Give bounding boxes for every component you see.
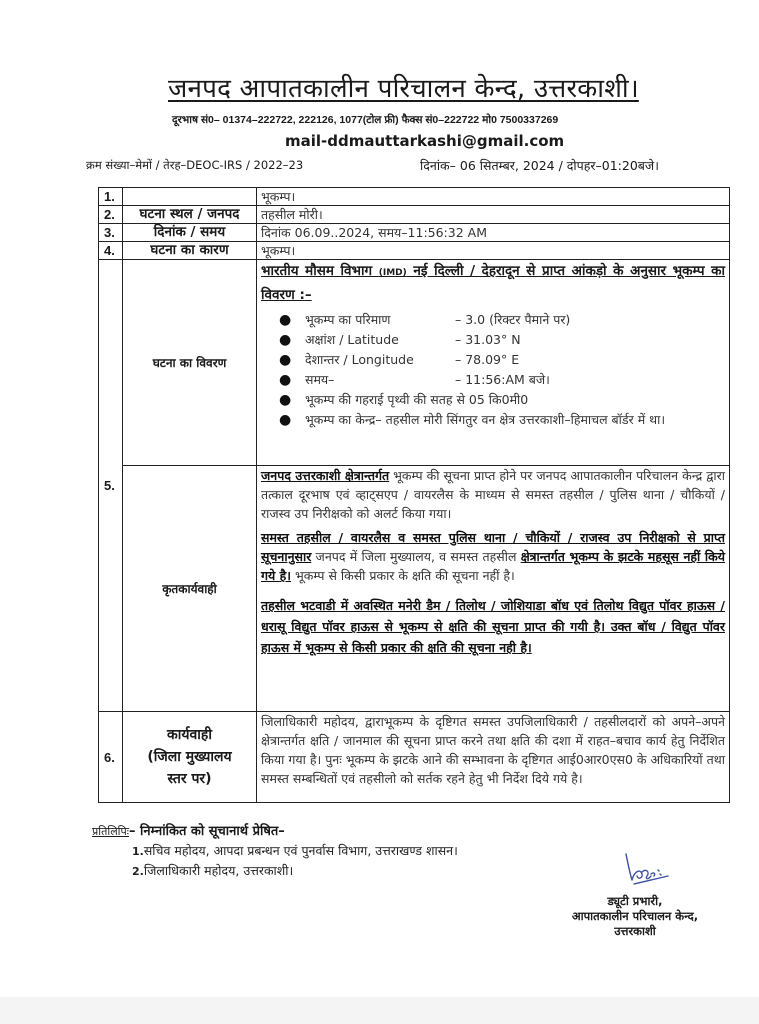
bullet-icon: ●	[279, 332, 292, 348]
row-label: कार्यवाही (जिला मुख्यालय स्तर पर)	[123, 712, 257, 803]
row-label	[123, 188, 257, 206]
district-action-text: जिलाधिकारी महोदय, द्वाराभूकम्प के दृष्टिगत समस्त उपजिलाधिकारी / तहसीलदारों को अपने–अपने क्षेत्रान्तर्गत क्षति / जानमाल की सूचना प्राप्त करने तथा क्षति की दशा में राहत–बचाव कार्य हेतु निर्देशित किया गया है। पुनः भूकम्प के झटके आने की सम्भावना के दृष्टिगत आई0आर0एस0 के अधिकारियों तथा समस्त सम्बन्धितों एवं तहसीलो को सर्तक रहने हेतु भी निर्देश दिये गये है।	[261, 714, 725, 786]
bullet-icon: ●	[279, 372, 292, 388]
row-value: दिनांक 06.09..2024, समय–11:56:32 AM	[257, 224, 730, 242]
row-number: 2.	[99, 206, 123, 224]
bullet-icon: ●	[279, 412, 292, 428]
action-taken-cell	[257, 466, 730, 712]
table-row-district-action	[99, 712, 730, 803]
email-address: mail-ddmauttarkashi@gmail.com	[285, 132, 565, 150]
row-label: कृतकार्यवाही	[123, 466, 257, 712]
list-item: ● भूकम्प का केन्द्र– तहसील मोरी सिंगतुर वन क्षेत्र उत्तरकाशी–हिमाचल बॉर्डर में था।	[279, 412, 666, 428]
list-item: ● अक्षांश / Latitude – 31.03° N	[279, 332, 521, 348]
row-number: 4.	[99, 242, 123, 260]
table-row-incident-details	[99, 260, 730, 466]
copy-to-item: 2.जिलाधिकारी महोदय, उत्तरकाशी।	[132, 863, 294, 878]
action-paragraph-2: समस्त तहसील / वायरलैस व समस्त पुलिस थाना / चौकियों / राजस्व उप निरीक्षको से प्राप्त सूचनानुसार जनपद में जिला मुख्यालय, व समस्त तहसील क्षेत्रान्तर्गत भूकम्प के झटके महसूस नहीं किये गये है। भूकम्प से किसी प्रकार के क्षति की सूचना नहीं है।	[261, 530, 726, 583]
action-paragraph-3: तहसील भटवाडी में अवस्थित मनेरी डैम / तिलोथ / जोशियाडा बॉध एवं तिलोथ विद्युत पॉवर हाऊस / धरासू विद्युत पॉवर हाऊस से भूकम्प से क्षति की सूचना प्राप्त की गयी है। उक्त बॉध / विद्युत पॉवर हाऊस में भूकम्प से किसी प्रकार की क्षति की सूचना नही है।	[261, 598, 725, 655]
date-line: दिनांक– 06 सितम्बर, 2024 / दोपहर–01:20बजे।	[420, 158, 659, 173]
table-row	[99, 206, 730, 224]
signature-mark	[620, 850, 670, 890]
bullet-icon: ●	[279, 352, 292, 368]
row-number: 3.	[99, 224, 123, 242]
row-number: 6.	[99, 712, 123, 803]
list-item: ● समय– – 11:56:AM बजे।	[279, 372, 550, 388]
bullet-icon: ●	[279, 312, 292, 328]
row-number: 1.	[99, 188, 123, 206]
list-item: ● देशान्तर / Longitude – 78.09° E	[279, 352, 520, 368]
row-label: घटना का कारण	[123, 242, 257, 260]
copy-to-item: 1.सचिव महोदय, आपदा प्रबन्धन एवं पुनर्वास विभाग, उत्तराखण्ड शासन।	[132, 843, 458, 858]
row-value: भूकम्प।	[257, 242, 730, 260]
district-action-cell	[257, 712, 730, 803]
contact-numbers: दूरभाष सं0– 01374–222722, 222126, 1077(टोल फ्री) फैक्स सं0–222722 मो0 7500337269	[172, 114, 559, 126]
list-item: ● भूकम्प की गहराई पृथ्वी की सतह से 05 कि0मी0	[279, 392, 529, 408]
row-number: 5.	[99, 260, 123, 712]
document-title: जनपद आपातकालीन परिचालन केन्द, उत्तरकाशी।	[168, 74, 639, 104]
details-heading: भारतीय मौसम विभाग (IMD) नई दिल्ली / देहरादून से प्राप्त आंकड़ो के अनुसार भूकम्प का विवरण :–	[261, 263, 725, 303]
memo-number: क्रम संख्या–मेमों / तेरह–DEOC-IRS / 2022–23	[86, 158, 304, 172]
table-row	[99, 224, 730, 242]
incident-table	[98, 187, 730, 803]
row-label: घटना का विवरण	[123, 260, 257, 466]
row-label: दिनांक / समय	[123, 224, 257, 242]
row-value: तहसील मोरी।	[257, 206, 730, 224]
bullet-icon: ●	[279, 392, 292, 408]
table-row	[99, 188, 730, 206]
row-value: भूकम्प।	[257, 188, 730, 206]
list-item: ● भूकम्प का परिमाण – 3.0 (रिक्टर पैमाने पर)	[279, 312, 571, 328]
action-paragraph-1: जनपद उत्तरकाशी क्षेत्रान्तर्गत भूकम्प की सूचना प्राप्त होने पर जनपद आपातकालीन परिचालन केन्द्र द्वारा तत्काल दूरभाष एवं व्हाट्सएप / वायरलैस के माध्यम से समस्त तहसील / पुलिस थाना / चौकियों / राजस्व उप निरीक्षको को अलर्ट किया गया।	[261, 468, 725, 521]
copy-to-heading: प्रतिलिपिः– निम्नांकित को सूचानार्थ प्रेषित–	[92, 824, 285, 839]
earthquake-details-list	[261, 310, 725, 430]
incident-details-cell	[257, 260, 730, 466]
table-row	[99, 242, 730, 260]
signatory-block: ड्यूटी प्रभारी, आपातकालीन परिचालन केन्द, उत्तरकाशी	[571, 894, 699, 938]
row-label: घटना स्थल / जनपद	[123, 206, 257, 224]
table-row-action-taken	[99, 466, 730, 712]
